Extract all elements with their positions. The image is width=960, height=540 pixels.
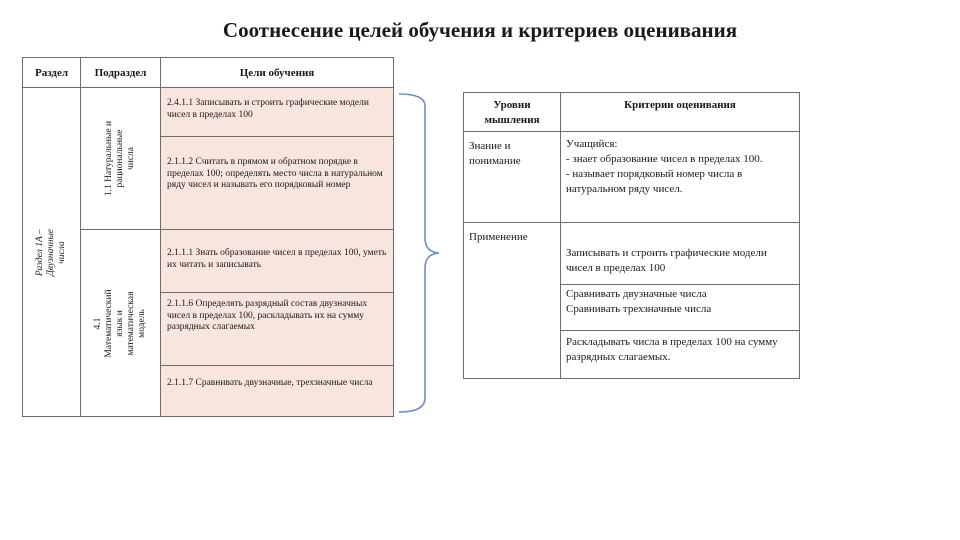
header-subsection: Подраздел: [80, 57, 161, 88]
goal-text-4: 2.1.1.6 Определять разрядный состав двузначных чисел в пределах 100, раскладывать их на сумму разрядных слагаемых: [167, 299, 368, 332]
header-goals: Цели обучения: [160, 57, 394, 88]
header-levels: Уровни мышления: [463, 92, 561, 132]
criteria-1-line-1: Учащийся:: [566, 138, 618, 150]
criteria-cell-1: [560, 131, 800, 223]
section-cell: [22, 87, 81, 417]
goal-row-2: [160, 136, 394, 230]
criteria-1-line-3: - называет порядковый номер числа в натуральном ряду чисел.: [566, 168, 743, 195]
goal-row-5: [160, 365, 394, 417]
goal-row-1: [160, 87, 394, 137]
goal-text-2: 2.1.1.2 Считать в прямом и обратном порядке в пределах 100; определять место числа в натуральном ряду чисел и называть его порядковый номер: [167, 157, 383, 190]
level-application: Применение: [463, 222, 561, 379]
criteria-cell-4: Раскладывать числа в пределах 100 на сумму разрядных слагаемых.: [560, 330, 800, 379]
level-knowledge: Знание и понимание: [463, 131, 561, 223]
header-criteria: Критерии оценивания: [560, 92, 800, 132]
page-title: Соотнесение целей обучения и критериев оценивания: [222, 18, 738, 42]
goal-text-3: 2.1.1.1 Знать образование чисел в пределах 100, уметь их читать и записывать: [167, 248, 387, 270]
section-label: Раздел 1А – Двузначные числа: [35, 228, 67, 276]
goal-text-5: 2.1.1.7 Сравнивать двузначные, трехзначные числа: [167, 378, 373, 388]
goal-row-4: [160, 292, 394, 366]
criteria-3-line-2: Сравнивать трехзначные числа: [566, 303, 712, 315]
subsection-label-2: 4.1 Математический язык и математическая модель: [93, 288, 147, 358]
goal-row-3: [160, 229, 394, 293]
goal-text-1: 2.4.1.1 Записывать и строить графические модели чисел в пределах 100: [167, 98, 369, 120]
header-section: Раздел: [22, 57, 81, 88]
criteria-cell-2: Записывать и строить графические модели чисел в пределах 100: [560, 222, 800, 285]
criteria-cell-3: [560, 284, 800, 331]
criteria-3-line-1: Сравнивать двузначные числа: [566, 288, 707, 300]
subsection-cell-2: [80, 229, 161, 417]
curly-brace-icon: [395, 92, 445, 416]
criteria-1-line-2: - знает образование чисел в пределах 100.: [566, 153, 763, 165]
subsection-cell-1: [80, 87, 161, 230]
subsection-label-1: 1.1 Натуральные и рациональные числа: [104, 120, 136, 197]
